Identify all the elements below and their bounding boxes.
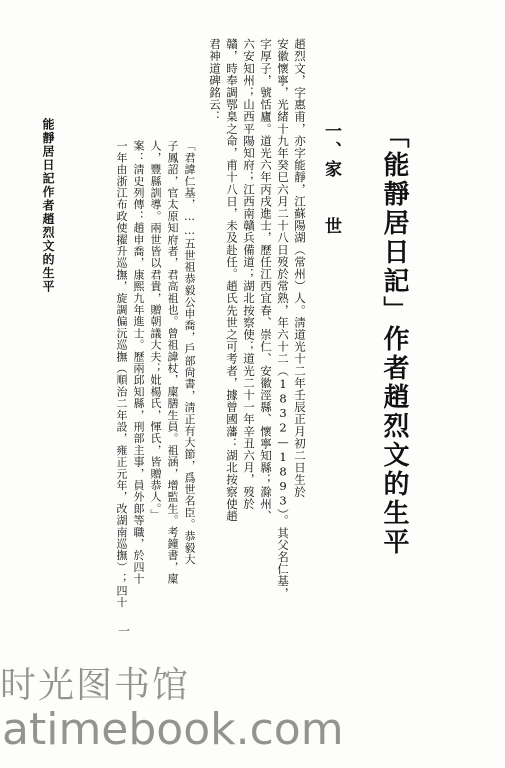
watermark-url: atimebook.com xyxy=(2,704,344,755)
quote-column-5: 一年由浙江布政使擢升巡撫，旋調偏沅巡撫（順治二年設，雍正元年，改湖南巡撫）；四十 xyxy=(115,140,128,608)
body-column-6: 君神道碑銘云： xyxy=(208,38,222,123)
body-column-1: 趙烈文，字惠甫，亦字能靜，江蘇陽湖（常州）人。淸道光十二年壬辰正月初二日生於 xyxy=(293,38,307,498)
body-column-4: 六安知州；山西平陽知府；江西南贛兵備道；湖北按察使；道光二十一年辛丑六月，歿於 xyxy=(242,38,256,510)
page-title: 「能靜居日記」作者趙烈文的生平 xyxy=(379,122,409,557)
quote-column-4: 案：淸史列傳：趙申喬，康熙九年進士。歷兩邱知縣，刑部主事，員外郞等職，於四十 xyxy=(132,140,145,585)
section-heading: 一、家 世 xyxy=(321,122,341,236)
quote-column-2: 子鳳詔，官太原知府者，君高祖也。曾祖諱杖，廩膳生員。祖涵，增監生。考鐘書，廩 xyxy=(166,140,179,585)
running-header: 能靜居日記作者趙烈文的生平 xyxy=(41,118,55,294)
body-column-5: 贛，時奉調鄂臬之命，甫十八日，未及赴任。趙氏先世之可考者，據曾國藩：湖北按察使趙 xyxy=(225,38,239,522)
body-column-3: 字厚子，號恬廬。道光六年丙戌進士，歷任江西宜春、崇仁、安徽涇縣、懷寧知縣；滁州、 xyxy=(259,38,273,522)
page-number: 一 xyxy=(118,624,131,638)
quote-column-3: 人，豐縣訓導。兩世皆以君貴，贈朝議大夫；妣楊氏，惲氏，皆贈恭人。」 xyxy=(149,140,162,521)
watermark-chinese: 时光图书馆 xyxy=(0,665,191,706)
body-column-2: 安徽懷寧，光緒十九年癸巳六月二十八日歿於常熟，年六十二（1832—1893）。其父名仁基， xyxy=(276,38,290,600)
quote-column-1: 「君諱仁基，……五世祖恭毅公申喬，戶部尙書，淸正有大節，爲世名臣。恭毅大 xyxy=(183,140,196,566)
